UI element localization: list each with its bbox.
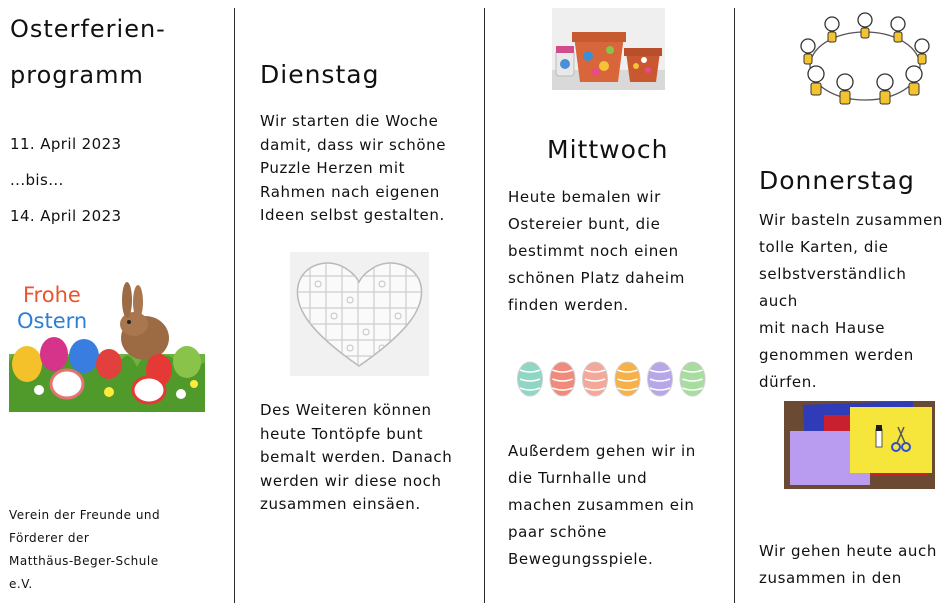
column-tuesday bbox=[235, 0, 484, 609]
puzzle-heart-icon bbox=[290, 252, 429, 376]
text-line: damit, dass wir schöne bbox=[260, 135, 447, 154]
day-heading-thursday: Donnerstag bbox=[759, 166, 915, 195]
text-line: paar schöne bbox=[508, 523, 607, 541]
title-line-2: programm bbox=[10, 61, 144, 89]
text-line: Wir starten die Woche bbox=[260, 112, 439, 130]
title-line-1: Osterferien- bbox=[10, 15, 166, 43]
text-line: Heute bemalen wir bbox=[508, 188, 661, 206]
footer-line-2: Förderer der bbox=[9, 531, 90, 545]
text-line: Wir gehen heute auch bbox=[759, 542, 937, 560]
text-line: Rahmen nach eigenen bbox=[260, 182, 440, 201]
people-circle-image bbox=[790, 10, 940, 112]
clay-pots-image bbox=[552, 8, 665, 90]
easter-eggs-row-image bbox=[516, 360, 708, 398]
text-line: tolle Karten, die bbox=[759, 238, 889, 256]
footer-line-4: e.V. bbox=[9, 577, 33, 591]
text-line: genommen werden bbox=[759, 346, 914, 364]
date-end: 14. April 2023 bbox=[10, 207, 122, 225]
people-holding-hands-icon bbox=[790, 10, 940, 112]
column-thursday bbox=[735, 0, 949, 609]
wednesday-paragraph-1 bbox=[508, 184, 685, 319]
decorated-eggs-icon bbox=[516, 360, 708, 398]
day-heading-wednesday: Mittwoch bbox=[547, 135, 669, 164]
painted-pots-icon bbox=[552, 8, 665, 90]
organization-footer bbox=[9, 504, 160, 596]
frohe-ostern-image bbox=[9, 272, 205, 412]
easter-greeting-line-1: Frohe bbox=[23, 283, 81, 307]
text-line: heute Tontöpfe bunt bbox=[260, 424, 424, 443]
text-line: schönen Platz daheim bbox=[508, 269, 685, 287]
easter-greeting-line-2: Ostern bbox=[17, 309, 88, 333]
text-line: dürfen. bbox=[759, 373, 818, 391]
date-start: 11. April 2023 bbox=[10, 135, 122, 153]
date-separator: ...bis... bbox=[10, 171, 64, 189]
footer-line-3: Matthäus-Beger-Schule bbox=[9, 554, 159, 568]
text-line: bemalt werden. Danach bbox=[260, 448, 453, 466]
day-heading-tuesday: Dienstag bbox=[260, 60, 380, 89]
craft-cards-image bbox=[784, 401, 935, 489]
text-line: mit nach Hause bbox=[759, 319, 886, 337]
text-line: Des Weiteren können bbox=[260, 401, 432, 419]
colored-paper-scissors-icon bbox=[784, 401, 935, 489]
text-line: werden wir diese noch bbox=[260, 471, 442, 490]
text-line: selbstverständlich auch bbox=[759, 265, 907, 310]
thursday-paragraph-2 bbox=[759, 538, 937, 592]
text-line: Ostereier bunt, die bbox=[508, 215, 661, 233]
footer-line-1: Verein der Freunde und bbox=[9, 508, 161, 522]
text-line: bestimmt noch einen bbox=[508, 242, 679, 260]
tuesday-paragraph-1 bbox=[260, 110, 446, 228]
text-line: zusammen einsäen. bbox=[260, 495, 421, 513]
column-intro bbox=[0, 0, 234, 609]
text-line: Ideen selbst gestalten. bbox=[260, 206, 445, 224]
text-line: die Turnhalle und bbox=[508, 469, 648, 487]
column-wednesday bbox=[485, 0, 734, 609]
text-line: machen zusammen ein bbox=[508, 496, 695, 514]
easter-bunny-eggs-illustration bbox=[9, 272, 205, 412]
thursday-paragraph-1 bbox=[759, 207, 949, 396]
text-line: Außerdem gehen wir in bbox=[508, 442, 696, 460]
text-line: zusammen in den bbox=[759, 569, 902, 587]
wednesday-paragraph-2 bbox=[508, 438, 696, 573]
tuesday-paragraph-2 bbox=[260, 399, 452, 517]
program-title bbox=[10, 7, 166, 97]
text-line: Puzzle Herzen mit bbox=[260, 159, 406, 177]
puzzle-heart-image bbox=[290, 252, 429, 376]
text-line: Bewegungsspiele. bbox=[508, 550, 654, 568]
text-line: Wir basteln zusammen bbox=[759, 211, 944, 229]
text-line: finden werden. bbox=[508, 296, 629, 314]
